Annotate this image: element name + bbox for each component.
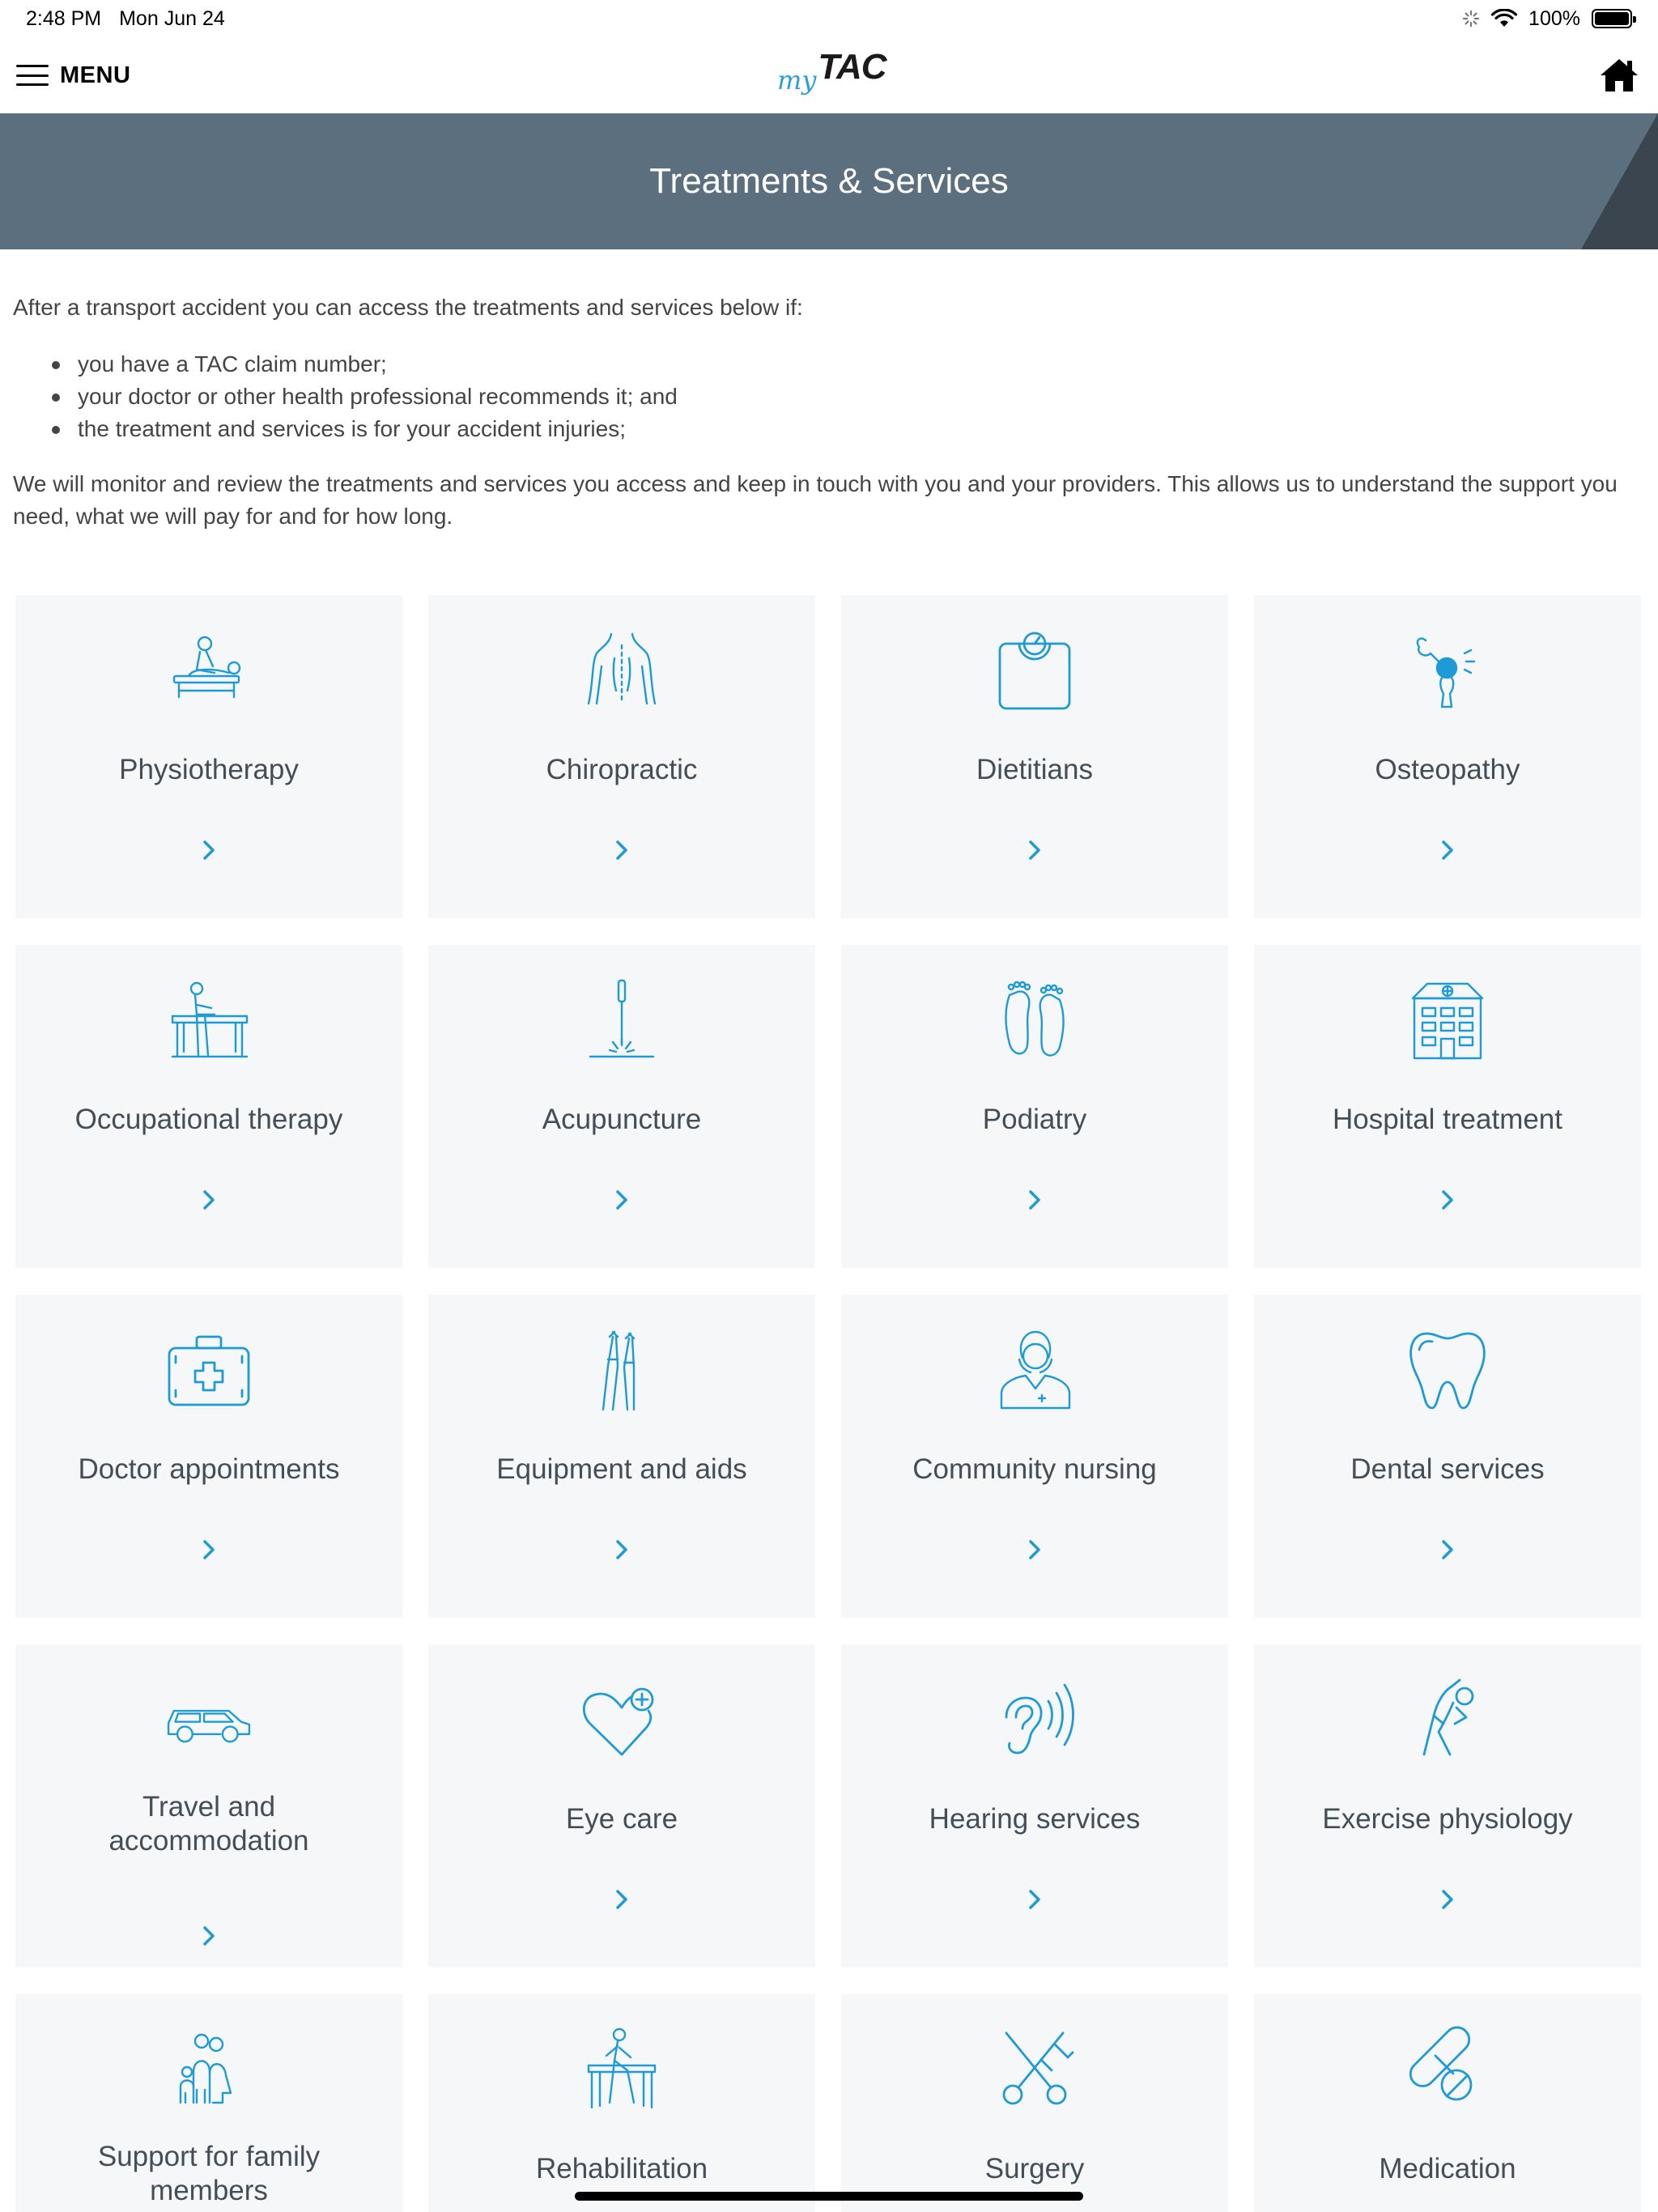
service-tile-occupational-therapy[interactable] bbox=[15, 945, 402, 1268]
service-label: Medication bbox=[1379, 2153, 1516, 2184]
service-tile-rehabilitation[interactable] bbox=[428, 1994, 815, 2212]
battery-percent: 100% bbox=[1528, 6, 1580, 30]
service-tile-podiatry[interactable] bbox=[841, 945, 1228, 1268]
intro-lead: After a transport accident you can access the treatments and services below if: bbox=[13, 295, 803, 320]
physiotherapy-icon bbox=[164, 626, 253, 715]
service-tile-equipment-and-aids[interactable] bbox=[428, 1295, 815, 1618]
nav-bar bbox=[0, 37, 1658, 113]
service-tile-doctor-appointments[interactable] bbox=[15, 1295, 402, 1618]
service-tile-eye-care[interactable] bbox=[428, 1644, 815, 1967]
chevron-right-icon bbox=[198, 1188, 219, 1212]
intro-section bbox=[13, 291, 1632, 533]
service-tile-hospital-treatment[interactable] bbox=[1254, 945, 1641, 1268]
status-time: 2:48 PM bbox=[26, 6, 102, 30]
service-label: Chiropractic bbox=[546, 754, 698, 785]
page-header bbox=[0, 113, 1658, 249]
joint-icon bbox=[1403, 626, 1492, 715]
page-title: Treatments & Services bbox=[649, 161, 1009, 201]
scissors-icon bbox=[990, 2025, 1079, 2114]
chevron-right-icon bbox=[1024, 1887, 1045, 1912]
chevron-right-icon bbox=[611, 1538, 632, 1562]
service-tile-medication[interactable] bbox=[1254, 1994, 1641, 2212]
service-label: Travel and accommodation bbox=[108, 1791, 309, 1857]
nurse-icon bbox=[990, 1325, 1079, 1414]
chevron-right-icon bbox=[198, 838, 219, 862]
service-tile-acupuncture[interactable] bbox=[428, 945, 815, 1268]
feet-icon bbox=[990, 976, 1079, 1065]
home-button[interactable] bbox=[1596, 53, 1642, 98]
decorative-corner bbox=[1561, 113, 1658, 249]
chevron-right-icon bbox=[1437, 1887, 1458, 1912]
logo-tac-text: TAC bbox=[818, 47, 886, 87]
eligibility-item: you have a TAC claim number; bbox=[13, 348, 1632, 381]
chevron-right-icon bbox=[1024, 838, 1045, 862]
service-label: Eye care bbox=[565, 1803, 678, 1835]
eligibility-item: your doctor or other health professional recommends it; and bbox=[13, 381, 1632, 413]
chevron-right-icon bbox=[611, 1188, 632, 1212]
service-label: Osteopathy bbox=[1375, 754, 1520, 785]
chevron-right-icon bbox=[1437, 1538, 1458, 1562]
service-tile-physiotherapy[interactable] bbox=[15, 595, 402, 918]
service-tile-chiropractic[interactable] bbox=[428, 595, 815, 918]
service-label: Dental services bbox=[1350, 1453, 1545, 1485]
eligibility-list bbox=[13, 348, 1632, 445]
battery-icon bbox=[1592, 9, 1632, 28]
chevron-right-icon bbox=[198, 1538, 219, 1562]
service-tile-dietitians[interactable] bbox=[841, 595, 1228, 918]
crutches-icon bbox=[577, 1325, 666, 1414]
needle-icon bbox=[577, 976, 666, 1065]
home-indicator[interactable] bbox=[575, 2192, 1083, 2201]
service-label: Occupational therapy bbox=[74, 1104, 343, 1135]
service-tile-osteopathy[interactable] bbox=[1254, 595, 1641, 918]
chevron-right-icon bbox=[1437, 1188, 1458, 1212]
occupational-therapy-icon bbox=[164, 976, 253, 1065]
status-date: Mon Jun 24 bbox=[119, 6, 225, 30]
services-grid bbox=[15, 595, 1643, 2212]
service-label: Exercise physiology bbox=[1322, 1803, 1573, 1835]
hamburger-icon bbox=[16, 65, 49, 86]
service-label: Dietitians bbox=[976, 754, 1093, 785]
tooth-icon bbox=[1403, 1325, 1492, 1414]
heart-plus-icon bbox=[577, 1675, 666, 1764]
chevron-right-icon bbox=[1024, 1538, 1045, 1562]
menu-label: MENU bbox=[60, 62, 131, 88]
service-label: Equipment and aids bbox=[496, 1453, 747, 1485]
ear-icon bbox=[990, 1675, 1079, 1764]
car-icon bbox=[164, 1675, 253, 1764]
spine-icon bbox=[577, 626, 666, 715]
medical-kit-icon bbox=[164, 1325, 253, 1414]
service-label: Hospital treatment bbox=[1332, 1104, 1563, 1135]
chevron-right-icon bbox=[611, 1887, 632, 1912]
chevron-right-icon bbox=[611, 838, 632, 862]
activity-icon bbox=[1462, 10, 1480, 28]
service-label: Community nursing bbox=[912, 1453, 1157, 1485]
service-label: Doctor appointments bbox=[78, 1453, 340, 1485]
hospital-icon bbox=[1403, 976, 1492, 1065]
service-label: Rehabilitation bbox=[535, 2153, 708, 2184]
family-icon bbox=[164, 2025, 253, 2114]
service-tile-exercise-physiology[interactable] bbox=[1254, 1644, 1641, 1967]
service-label: Hearing services bbox=[929, 1803, 1141, 1835]
service-tile-surgery[interactable] bbox=[841, 1994, 1228, 2212]
service-tile-support-for-family-members[interactable] bbox=[15, 1994, 402, 2212]
intro-note: We will monitor and review the treatments and services you access and keep in touch with you and your providers. This allows us to understand the support you need, what we will pay for and for how long. bbox=[13, 471, 1618, 529]
rehabilitation-icon bbox=[577, 2025, 666, 2114]
chevron-right-icon bbox=[198, 1924, 219, 1948]
service-label: Physiotherapy bbox=[119, 754, 299, 785]
service-label: Podiatry bbox=[982, 1104, 1087, 1135]
mytac-logo bbox=[777, 49, 886, 100]
service-tile-dental-services[interactable] bbox=[1254, 1295, 1641, 1618]
pill-icon bbox=[1403, 2025, 1492, 2114]
service-tile-hearing-services[interactable] bbox=[841, 1644, 1228, 1967]
chevron-right-icon bbox=[1024, 1188, 1045, 1212]
home-icon bbox=[1599, 57, 1639, 93]
exercise-icon bbox=[1403, 1675, 1492, 1764]
chevron-right-icon bbox=[1437, 838, 1458, 862]
wifi-icon bbox=[1491, 9, 1517, 28]
scale-icon bbox=[990, 626, 1079, 715]
status-bar bbox=[0, 0, 1658, 37]
service-tile-travel-and-accommodation[interactable] bbox=[15, 1644, 402, 1967]
service-label: Acupuncture bbox=[542, 1104, 702, 1135]
menu-button[interactable] bbox=[16, 62, 130, 89]
service-tile-community-nursing[interactable] bbox=[841, 1295, 1228, 1618]
eligibility-item: the treatment and services is for your accident injuries; bbox=[13, 413, 1632, 445]
service-label: Support for family members bbox=[97, 2141, 321, 2206]
logo-my-text: my bbox=[777, 65, 817, 96]
service-label: Surgery bbox=[984, 2153, 1085, 2184]
